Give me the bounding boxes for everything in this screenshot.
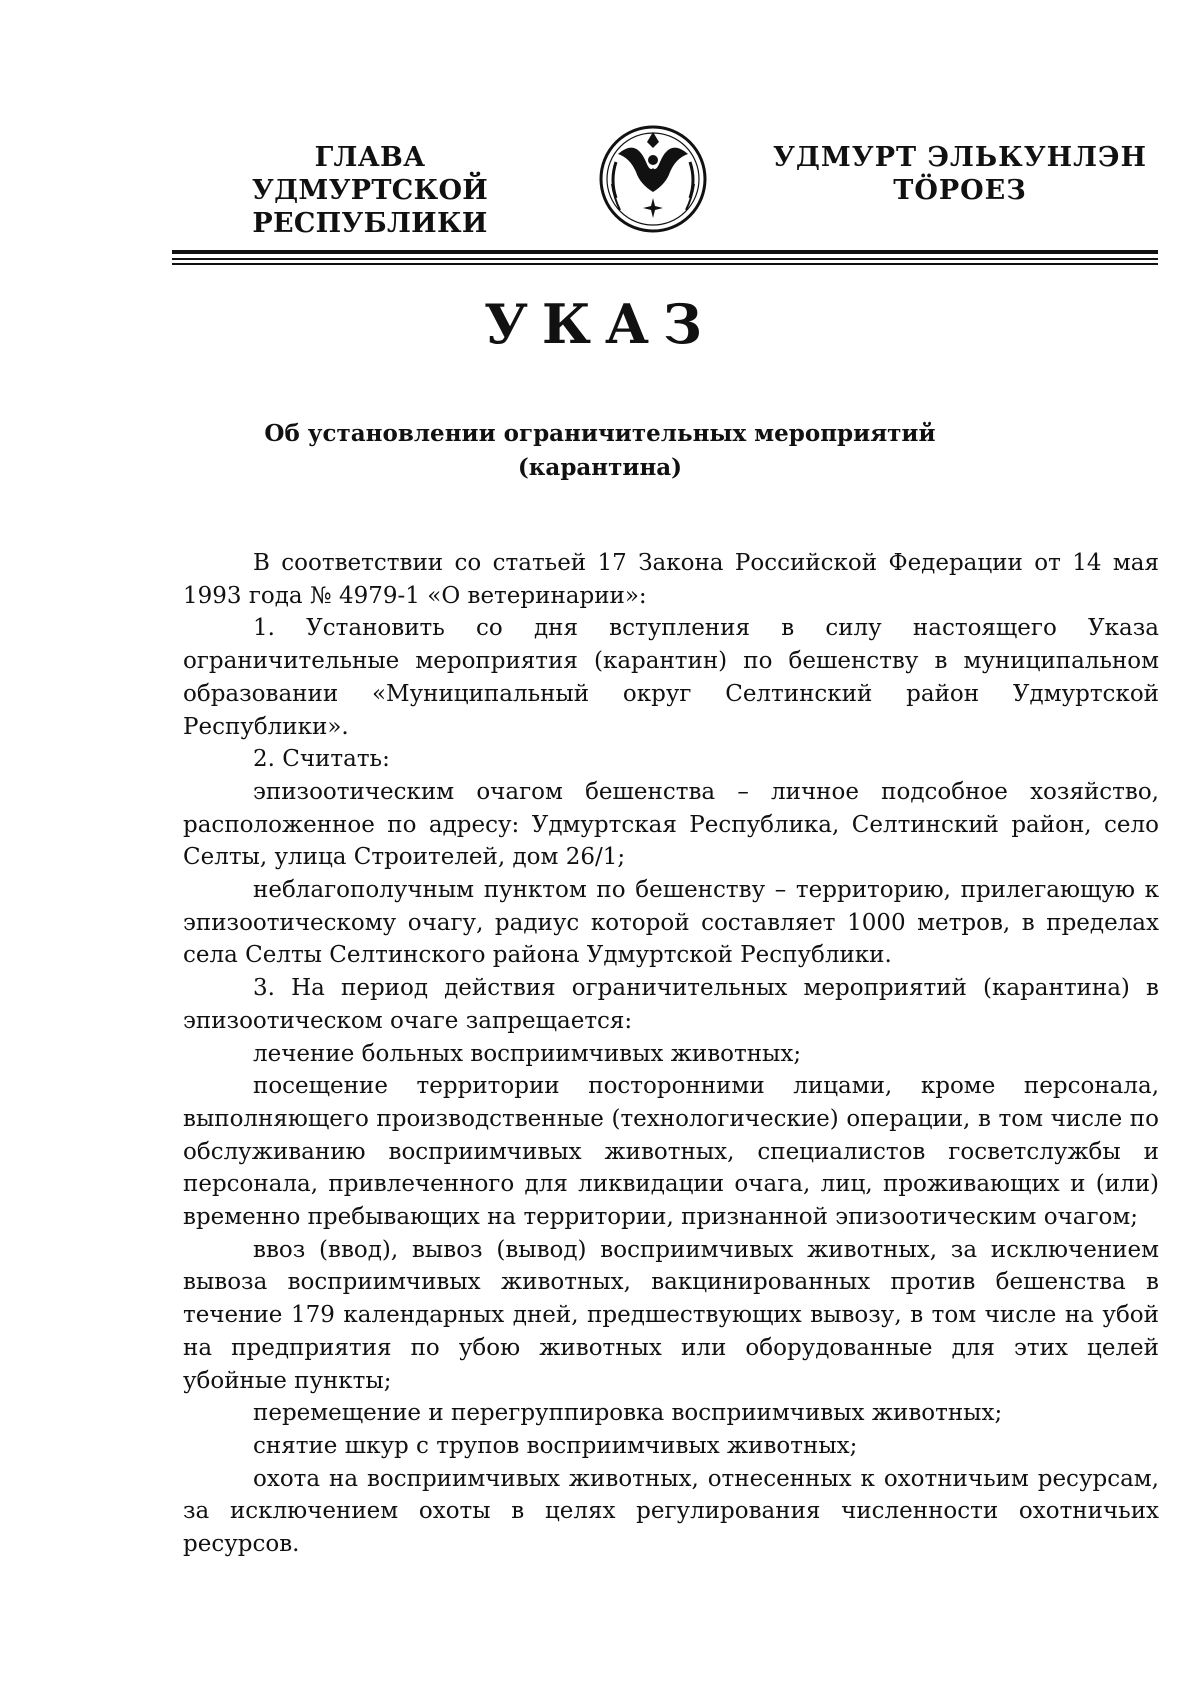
issuer-udm (770, 141, 1150, 207)
header-divider (172, 250, 1158, 254)
document-title-line1: Об установлении ограничительных мероприятий (264, 420, 936, 447)
document-body (183, 547, 1159, 1561)
issuer-udm-line2: ТӦРОЕЗ (893, 175, 1027, 206)
paragraph: посещение территории посторонними лицами, кроме персонала, выполняющего производственные (технологические) операции, в том числе по обслуживанию восприимчивых животных, специалистов госветслужбы и персонала, привлеченного для ликвидации очага, лиц, проживающих и (или) временно пребывающих на территории, признанной эпизоотическим очагом; (183, 1073, 1159, 1231)
issuer-ru (150, 141, 590, 240)
paragraph: лечение больных восприимчивых животных; (253, 1040, 802, 1067)
issuer-ru-line1: ГЛАВА (314, 142, 426, 173)
paragraph: эпизоотическим очагом бешенства – личное подсобное хозяйство, расположенное по адресу: Удмуртская Республика, Селтинский район, село Селты, улица Строителей, дом 26/1; (183, 778, 1159, 871)
udmurt-coat-of-arms-icon (596, 118, 710, 236)
paragraph: 2. Считать: (253, 746, 390, 773)
paragraph: неблагополучным пунктом по бешенству – территорию, прилегающую к эпизоотическому очагу, радиус которой составляет 1000 метров, в пределах села Селты Селтинского района Удмуртской Республики. (183, 877, 1159, 969)
document-title-line2: (карантина) (517, 454, 683, 481)
paragraph: перемещение и перегруппировка восприимчивых животных; (253, 1400, 1003, 1427)
paragraph: 3. На период действия ограничительных мероприятий (карантина) в эпизоотическом очаге запрещается: (183, 975, 1159, 1034)
paragraph: ввоз (ввод), вывоз (вывод) восприимчивых животных, за исключением вывоза восприимчивых животных, вакцинированных против бешенства в течение 179 календарных дней, предшествующих вывозу, в том числе на убой на предприятия по убою животных или оборудованные для этих целей убойные пункты; (183, 1236, 1159, 1394)
header-divider (172, 263, 1158, 265)
paragraph: снятие шкур с трупов восприимчивых животных; (253, 1432, 858, 1459)
issuer-udm-line1: УДМУРТ ЭЛЬКУНЛЭН (773, 142, 1147, 173)
issuer-ru-line2: УДМУРТСКОЙ РЕСПУБЛИКИ (251, 175, 489, 239)
document-title (250, 417, 950, 485)
document-type: УКАЗ (484, 292, 716, 356)
paragraph: 1. Установить со дня вступления в силу настоящего Указа ограничительные мероприятия (карантин) по бешенству в муниципальном образовании «Муниципальный округ Селтинский район Удмуртской Республики». (183, 615, 1159, 740)
paragraph: охота на восприимчивых животных, отнесенных к охотничьим ресурсам, за исключением охоты в целях регулирования численности охотничьих ресурсов. (183, 1465, 1159, 1558)
header-divider (172, 258, 1158, 260)
paragraph: В соответствии со статьей 17 Закона Российской Федерации от 14 мая 1993 года № 4979-1 «О ветеринарии»: (183, 550, 1159, 609)
